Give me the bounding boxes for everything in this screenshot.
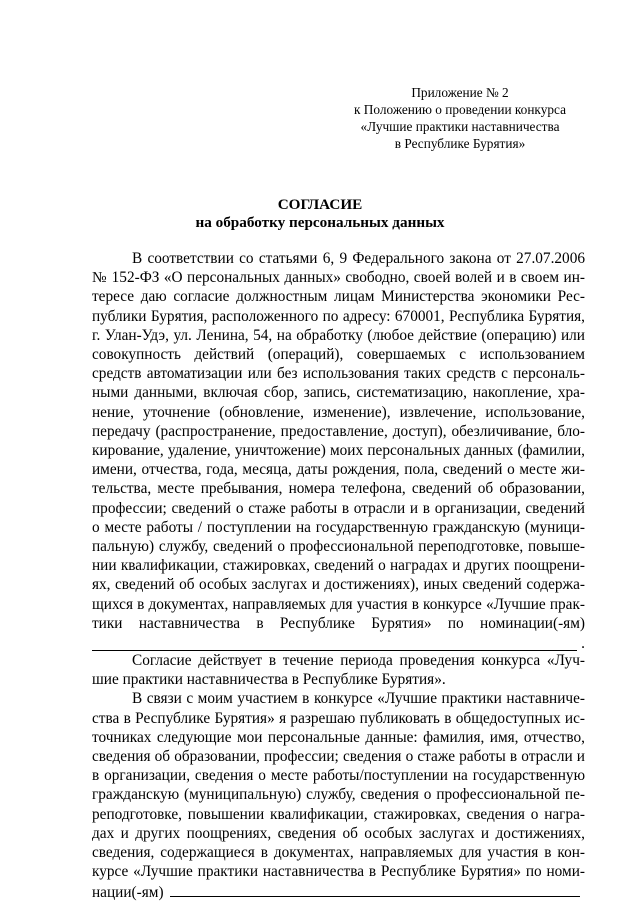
nomination-blank-line[interactable]	[92, 633, 585, 652]
text-line: имени, отчества, года, месяца, даты рождения, пола, сведений о месте жи-	[92, 461, 585, 479]
text-line: В соответствии со статьями 6, 9 Федерального закона от 27.07.2006	[132, 250, 585, 267]
appendix-contest-name: «Лучшие практики наставничества	[360, 119, 560, 134]
appendix-region: в Республике Бурятия»	[394, 136, 526, 151]
document-title	[0, 196, 640, 232]
appendix-block	[340, 84, 580, 152]
text-line: совокупность действий (операций), совершаемых с использованием	[92, 346, 585, 364]
text-line: нение, уточнение (обновление, изменение), извлечение, использование,	[92, 403, 585, 421]
text-line: № 152-ФЗ «О персональных данных» свободно, своей волей и в своем ин-	[92, 269, 585, 287]
text-line: г. Улан-Удэ, ул. Ленина, 54, на обработку (любое действие (операцию) или	[92, 326, 585, 344]
text-line: гражданскую (муниципальную) службу, сведения о профессиональной пе-	[92, 786, 585, 804]
text-line: пальную) службу, сведений о профессиональной переподготовке, повыше-	[92, 538, 585, 556]
text-line-final	[92, 882, 585, 902]
text-line: шие практики наставничества в Республике Бурятия».	[92, 671, 446, 689]
text-line: щихся в документах, направляемых для участия в конкурсе «Лучшие прак-	[92, 595, 585, 613]
text-line: курсе «Лучшие практики наставничества в Республике Бурятия» по номи-	[92, 863, 585, 881]
text-line: сведения, содержащиеся в документах, направляемых для участия в кон-	[92, 844, 585, 862]
text-line: профессии; сведений о стаже работы в отрасли и в организации, сведений	[92, 499, 585, 517]
text-line: ства в Республике Бурятия» я разрешаю публиковать в общедоступных ис-	[92, 709, 585, 727]
text-line: средств автоматизации или без использования таких средств с персональ-	[92, 365, 585, 383]
nomination-fill-line[interactable]	[170, 882, 580, 897]
appendix-number: Приложение № 2	[411, 85, 509, 100]
text-line: В связи с моим участием в конкурсе «Лучшие практики наставниче-	[132, 690, 585, 708]
text-line: ными данными, включая сбор, запись, систематизацию, накопление, хра-	[92, 384, 585, 402]
text-line: публики Бурятия, расположенного по адресу: 670001, Республика Бурятия,	[92, 307, 585, 325]
text-line: Согласие действует в течение периода проведения конкурса «Луч-	[132, 652, 585, 670]
text-line: сведения об образовании, профессии; сведения о стаже работы в отрасли и	[92, 748, 585, 766]
text-line: о месте работы / поступлении на государственную гражданскую (муници-	[92, 518, 585, 536]
nomination-label: нации(-ям)	[92, 883, 164, 901]
consent-paragraph-1	[92, 249, 585, 651]
text-line: нии квалификации, стажировках, сведений о наградах и других поощрени-	[92, 557, 585, 575]
title-main: СОГЛАСИЕ	[277, 196, 363, 213]
consent-paragraph-2	[92, 651, 585, 689]
text-line: в организации, сведения о месте работы/поступлении на государственную	[92, 767, 585, 785]
line-end-period: .	[581, 634, 585, 652]
text-line: тики наставничества в Республике Бурятия» по номинации(-ям)	[92, 614, 585, 632]
text-line: тересе даю согласие должностным лицам Министерства экономики Рес-	[92, 288, 585, 306]
text-line: дах и других поощрениях, сведения об особых заслугах и достижениях,	[92, 824, 585, 842]
title-subtitle: на обработку персональных данных	[195, 214, 445, 231]
text-line: ях, сведений об особых заслугах и достижениях), иных сведений содержа-	[92, 576, 585, 594]
consent-paragraph-3	[92, 689, 585, 901]
text-line: тельства, месте пребывания, номера телефона, сведений об образовании,	[92, 480, 585, 498]
text-line: кирование, удаление, уничтожение) моих персональных данных (фамилии,	[92, 442, 585, 460]
consent-body	[92, 249, 585, 902]
text-line: передачу (распространение, предоставление, доступ), обезличивание, бло-	[92, 422, 585, 440]
text-line: точниках следующие мои персональные данные: фамилия, имя, отчество,	[92, 728, 585, 746]
text-line: реподготовке, повышении квалификации, стажировках, сведения о награ-	[92, 805, 585, 823]
appendix-reference: к Положению о проведении конкурса	[354, 102, 566, 117]
